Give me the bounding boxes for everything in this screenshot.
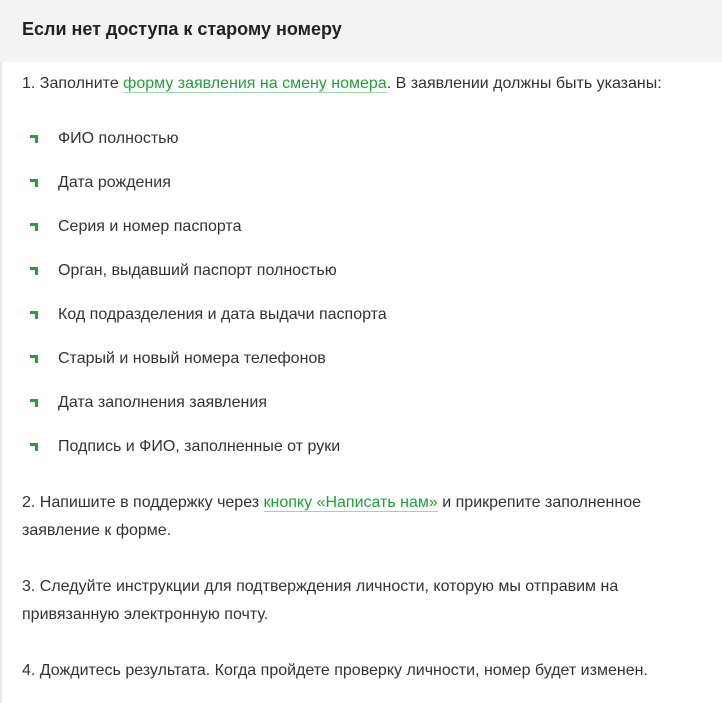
list-item-label: Код подразделения и дата выдачи паспорта (58, 306, 387, 323)
list-item (22, 300, 387, 344)
bullet-arrow-icon (30, 133, 40, 143)
step-4: 4. Дождитесь результата. Когда пройдете проверку личности, номер будет изменен. (22, 662, 648, 679)
section-title: Если нет доступа к старому номеру (22, 19, 342, 39)
section-content (0, 62, 722, 703)
list-item (22, 168, 387, 212)
list-item-label: Старый и новый номера телефонов (58, 350, 326, 367)
step-2 (22, 489, 712, 545)
list-item (22, 432, 387, 476)
step-1-suffix: . В заявлении должны быть указаны: (386, 75, 662, 92)
step-2-prefix: 2. Напишите в поддержку через (22, 494, 264, 511)
section-header (0, 0, 722, 62)
step-2-suffix: и прикрепите заполненное заявление к форме. (22, 494, 641, 539)
list-item (22, 388, 387, 432)
step-3: 3. Следуйте инструкции для подтверждения личности, которую мы отправим на привязанную электронную почту. (22, 578, 619, 623)
bullet-arrow-icon (30, 353, 40, 363)
list-item-label: Дата рождения (58, 174, 171, 191)
bullet-arrow-icon (30, 221, 40, 231)
list-item-label: ФИО полностью (58, 130, 179, 147)
list-item-label: Серия и номер паспорта (58, 218, 242, 235)
bullet-arrow-icon (30, 397, 40, 407)
step-1 (22, 70, 712, 98)
step-1-prefix: 1. Заполните (22, 75, 124, 92)
bullet-arrow-icon (30, 441, 40, 451)
change-number-form-link[interactable]: форму заявления на смену номера (123, 75, 387, 92)
list-item (22, 344, 387, 388)
list-item (22, 212, 387, 256)
write-to-us-link[interactable]: кнопку «Написать нам» (263, 494, 438, 511)
list-item-label: Дата заполнения заявления (58, 394, 267, 411)
bullet-arrow-icon (30, 177, 40, 187)
required-fields-list (22, 124, 387, 476)
bullet-arrow-icon (30, 265, 40, 275)
list-item-label: Орган, выдавший паспорт полностью (58, 262, 337, 279)
bullet-arrow-icon (30, 309, 40, 319)
list-item (22, 124, 387, 168)
list-item (22, 256, 387, 300)
list-item-label: Подпись и ФИО, заполненные от руки (58, 438, 341, 455)
